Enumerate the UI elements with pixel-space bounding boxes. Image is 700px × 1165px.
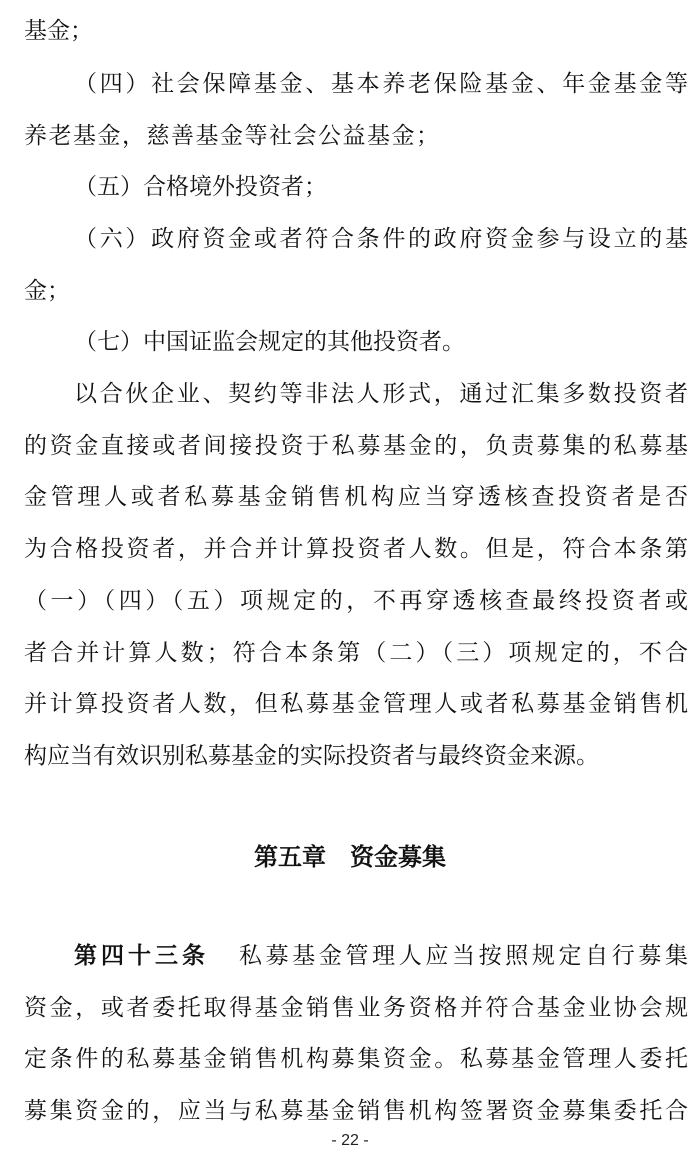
text-line: 资金，或者委托取得基金销售业务资格并符合基金业协会规 bbox=[24, 995, 688, 1021]
text-line: 构应当有效识别私募基金的实际投资者与最终资金来源。 bbox=[24, 743, 599, 769]
text-line: 金； bbox=[24, 278, 70, 304]
text-line: 定条件的私募基金销售机构募集资金。私募基金管理人委托 bbox=[24, 1046, 688, 1072]
text-line: 者合并计算人数；符合本条第（二）（三）项规定的，不合 bbox=[24, 640, 688, 666]
page-number: - 22 - bbox=[331, 1132, 369, 1149]
text-line: 并计算投资者人数，但私募基金管理人或者私募基金销售机 bbox=[24, 691, 688, 717]
text-line: 金管理人或者私募基金销售机构应当穿透核查投资者是否 bbox=[24, 484, 688, 510]
chapter-title: 第五章 资金募集 bbox=[254, 843, 446, 871]
text-line: 以合伙企业、契约等非法人形式，通过汇集多数投资者 bbox=[74, 381, 688, 407]
text-line: 为合格投资者，并合并计算投资者人数。但是，符合本条第 bbox=[24, 536, 688, 562]
article-text: 私募基金管理人应当按照规定自行募集 bbox=[239, 943, 688, 969]
text-line: （五）合格境外投资者； bbox=[74, 174, 327, 200]
text-line: 募集资金的，应当与私募基金销售机构签署资金募集委托合 bbox=[24, 1098, 688, 1124]
text-line: （六）政府资金或者符合条件的政府资金参与设立的基 bbox=[74, 226, 688, 252]
article-heading: 第四十三条 bbox=[74, 943, 209, 969]
text-line: 的资金直接或者间接投资于私募基金的，负责募集的私募基 bbox=[24, 433, 688, 459]
text-line: （一）（四）（五）项规定的，不再穿透核查最终投资者或 bbox=[24, 588, 688, 614]
text-line: 养老基金，慈善基金等社会公益基金； bbox=[24, 123, 439, 149]
text-line: 基金； bbox=[24, 18, 93, 44]
text-line: （四）社会保障基金、基本养老保险基金、年金基金等 bbox=[74, 71, 688, 97]
article-first-line bbox=[74, 941, 688, 971]
text-line: （七）中国证监会规定的其他投资者。 bbox=[74, 329, 465, 355]
